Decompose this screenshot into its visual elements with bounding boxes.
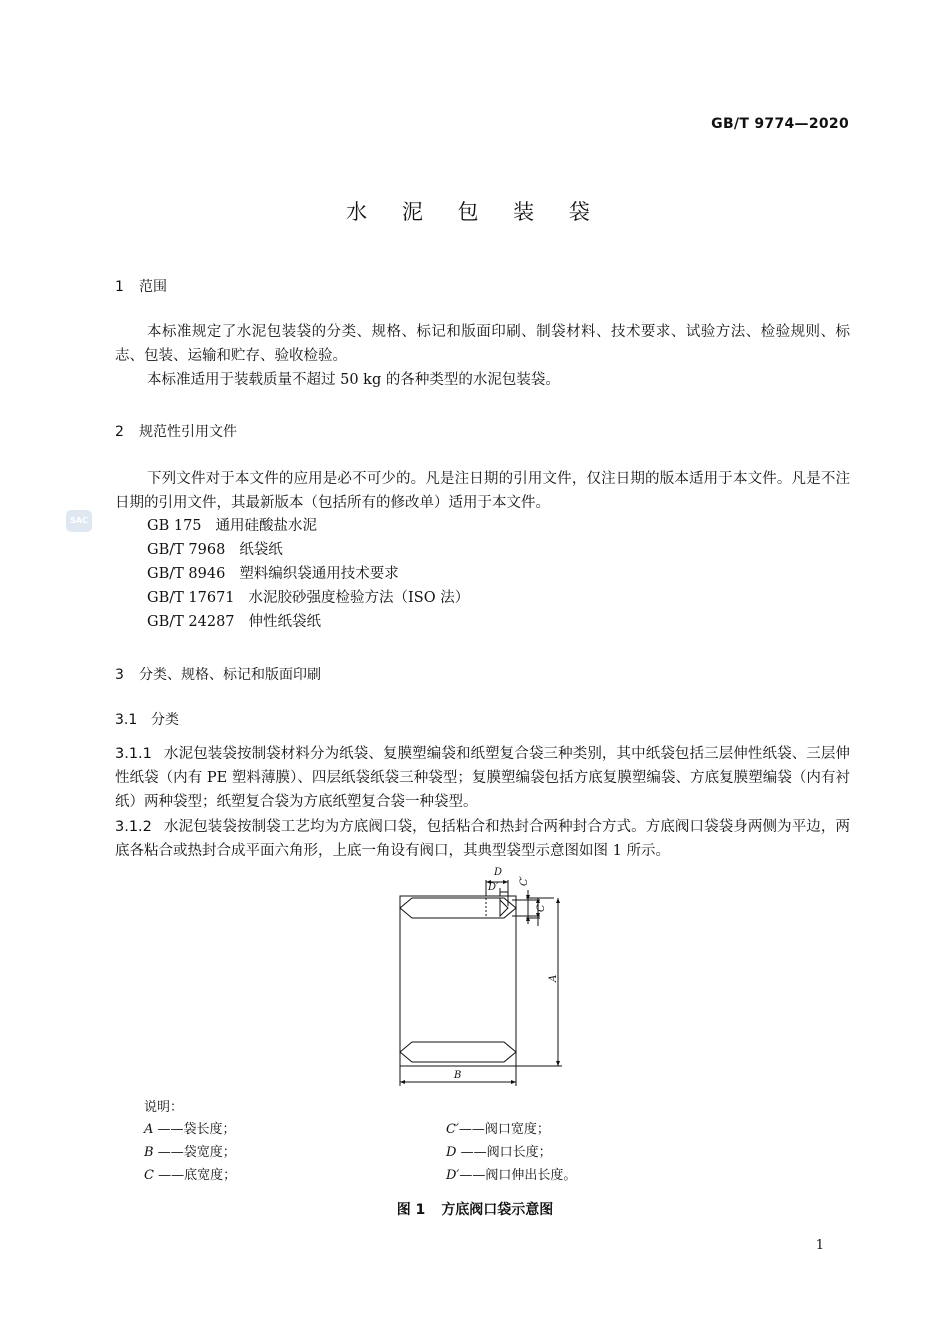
reference-code: GB/T 8946: [147, 566, 226, 582]
label-Dp: D′: [488, 882, 499, 893]
clause-text: 水泥包装袋按制袋材料分为纸袋、复膜塑编袋和纸塑复合袋三种类别，其中纸袋包括三层伸性纸袋、三层伸性纸袋（内有 PE 塑料薄膜）、四层纸袋纸袋三种袋型；复膜塑编袋包括方底复膜塑编袋、方底复膜塑编袋（内有衬纸）两种袋型；纸塑复合袋为方底纸塑复合袋一种袋型。: [115, 746, 850, 810]
arrowhead: [556, 1061, 560, 1066]
legend-text: ——阀口伸出长度。: [459, 1168, 577, 1183]
reference-name: 塑料编织袋通用技术要求: [239, 566, 399, 582]
bag-outline: [400, 896, 516, 1066]
label-D: D: [494, 867, 503, 878]
label-C: C: [536, 904, 547, 912]
legend-item: [144, 1141, 236, 1164]
legend-symbol: B: [144, 1145, 154, 1160]
clause-number: 3.1.2: [115, 819, 152, 835]
legend-left-column: [144, 1118, 236, 1187]
arrowhead: [503, 880, 508, 884]
reference-name: 伸性纸袋纸: [248, 614, 322, 630]
reference-name: 纸袋纸: [239, 542, 283, 558]
reference-name: 水泥胶砂强度检验方法（ISO 法）: [248, 590, 470, 606]
figure-caption-text: 方底阀口袋示意图: [441, 1202, 554, 1218]
label-A: A: [548, 974, 559, 982]
bag-diagram: [380, 860, 580, 1095]
reference-item: [147, 538, 283, 562]
reference-item: [147, 586, 469, 610]
reference-name: 通用硅酸盐水泥: [215, 518, 318, 534]
legend-item: [446, 1141, 576, 1164]
reference-code: GB/T 17671: [147, 590, 235, 606]
legend-symbol: C: [144, 1168, 154, 1183]
legend-text: ——底宽度；: [153, 1168, 237, 1183]
document-title: 水 泥 包 装 袋: [346, 200, 604, 224]
section-3-1-heading: [115, 709, 179, 729]
section-number: 2: [115, 424, 124, 440]
section-1-heading: [115, 276, 167, 296]
valve-tip: [500, 900, 508, 916]
bottom-hexagon: [400, 1042, 516, 1062]
legend-item: [446, 1164, 576, 1187]
reference-item: [147, 562, 399, 586]
legend-right-column: [446, 1118, 576, 1187]
normative-references-intro: 下列文件对于本文件的应用是必不可少的。凡是注日期的引用文件，仅注日期的版本适用于本文件。凡是不注日期的引用文件，其最新版本（包括所有的修改单）适用于本文件。: [115, 471, 850, 511]
legend-text: ——袋宽度；: [153, 1145, 236, 1160]
label-Cp: C′: [519, 876, 530, 886]
section-number: 3.1: [115, 712, 138, 728]
reference-item: [147, 514, 317, 538]
section-number: 1: [115, 279, 124, 295]
legend-title: 说明：: [144, 1100, 184, 1115]
section-title: 分类: [151, 712, 179, 728]
scope-paragraph-1: 本标准规定了水泥包装袋的分类、规格、标记和版面印刷、制袋材料、技术要求、试验方法、检验规则、标志、包装、运输和贮存、验收检验。: [115, 324, 850, 364]
section-title: 分类、规格、标记和版面印刷: [139, 667, 321, 683]
figure-number: 图 1: [396, 1202, 426, 1218]
section-3-heading: [115, 664, 321, 684]
legend-item: [144, 1118, 236, 1141]
legend-text: ——袋长度；: [153, 1122, 236, 1137]
reference-code: GB/T 7968: [147, 542, 226, 558]
section-number: 3: [115, 667, 124, 683]
section-title: 范围: [139, 279, 167, 295]
label-B: B: [454, 1070, 462, 1081]
page-number: 1: [815, 1238, 824, 1253]
sac-watermark-logo: SAC: [66, 510, 92, 532]
clause-text: 水泥包装袋按制袋工艺均为方底阀口袋，包括粘合和热封合两种封合方式。方底阀口袋袋身两侧为平边，两底各粘合或热封合成平面六角形，上底一角设有阀口，其典型袋型示意图如图 1 所示。: [115, 819, 850, 859]
reference-item: [147, 610, 321, 634]
legend-symbol: C′: [446, 1122, 459, 1137]
legend-symbol: D: [446, 1145, 457, 1160]
section-2-heading: [115, 421, 237, 441]
legend-item: [144, 1164, 236, 1187]
arrowhead: [556, 898, 560, 903]
legend-text: ——阀口宽度；: [458, 1122, 550, 1137]
top-hexagon: [400, 898, 516, 918]
arrowhead: [511, 1080, 516, 1084]
standard-number: GB/T 9774—2020: [711, 116, 849, 132]
reference-code: GB 175: [147, 518, 202, 534]
legend-symbol: A: [144, 1122, 154, 1137]
clause-number: 3.1.1: [115, 746, 152, 762]
clause-3-1-1: [115, 742, 850, 814]
clause-3-1-2: [115, 815, 850, 863]
legend-item: [446, 1118, 576, 1141]
legend-text: ——阀口长度；: [456, 1145, 552, 1160]
figure-caption: [0, 1199, 950, 1219]
arrowhead: [400, 1080, 405, 1084]
legend-symbol: D′: [446, 1168, 460, 1183]
section-title: 规范性引用文件: [139, 424, 237, 440]
reference-code: GB/T 24287: [147, 614, 235, 630]
scope-paragraph-2: 本标准适用于装载质量不超过 50 kg 的各种类型的水泥包装袋。: [147, 372, 560, 388]
